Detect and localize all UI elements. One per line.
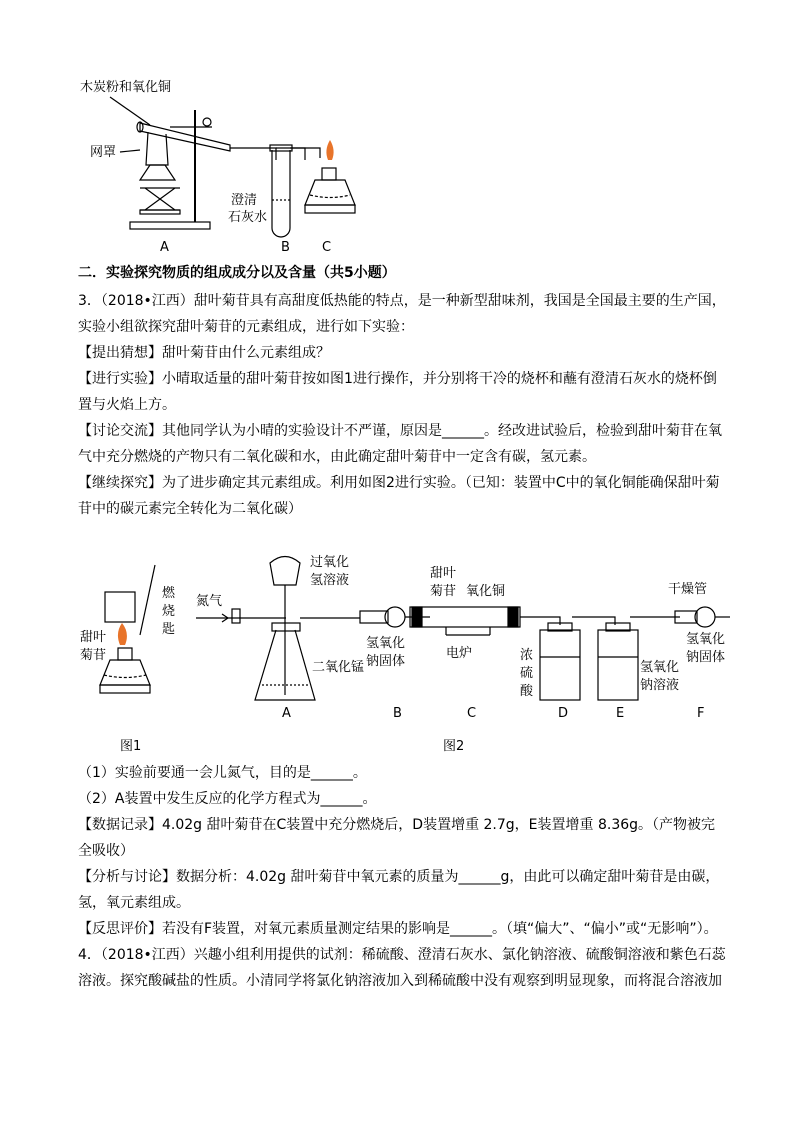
label-naoh-f-2: 钠固体: [686, 650, 726, 665]
question-3-discussion: 【讨论交流】其他同学认为小晴的实验设计不严谨，原因是______。经改进试验后，检验到甜叶菊苷在氧气中充分燃烧的产物只有二氧化碳和水，由此确定甜叶菊苷中一定含有碳，氢元素。: [78, 423, 722, 465]
label-peroxide-2: 氢溶液: [310, 573, 350, 588]
label-apparatus-b: B: [281, 240, 290, 255]
label-apparatus-c: C: [322, 240, 332, 255]
label-acid-3: 酸: [520, 684, 534, 699]
question-3-part-2: （2）A装置中发生反应的化学方程式为______。: [78, 791, 377, 807]
label-acid-2: 硫: [520, 666, 534, 681]
label-mno2: 二氧化锰: [312, 660, 365, 675]
label-fig2-e: E: [616, 706, 625, 721]
label-stevioside-1: 甜叶: [80, 630, 107, 645]
label-gauze: 网罩: [90, 145, 117, 160]
label-naoh-f-1: 氢氧化: [686, 632, 726, 647]
label-limewater-2: 石灰水: [228, 210, 268, 225]
label-furnace: 电炉: [446, 646, 473, 661]
label-naoh-b-2: 钠固体: [366, 654, 406, 669]
question-3-body: [78, 288, 728, 522]
question-3-part-1: （1）实验前要通一会儿氮气，目的是______。: [78, 765, 367, 781]
question-3-intro: 3．（2018•江西）甜叶菊苷具有高甜度低热能的特点，是一种新型甜味剂，我国是全国最主要的生产国，实验小组欲探究甜叶菊苷的元素组成，进行如下实验：: [78, 293, 726, 335]
label-apparatus-a: A: [160, 240, 169, 255]
figure-top-apparatus: [0, 0, 794, 260]
label-nitrogen: 氮气: [196, 594, 223, 609]
label-c-stevioside-2: 菊苷: [430, 584, 457, 599]
label-naoh-e-1: 氢氧化: [640, 660, 680, 675]
section-title: 二．实验探究物质的组成成分以及含量（共5小题）: [78, 265, 396, 281]
question-3-guess: 【提出猜想】甜叶菊苷由什么元素组成？: [78, 345, 330, 361]
label-naoh-e-2: 钠溶液: [640, 678, 680, 693]
label-limewater-1: 澄清: [231, 193, 258, 208]
label-acid-1: 浓: [520, 648, 534, 663]
label-spoon-1: 燃: [162, 586, 176, 601]
question-3-reflection: 【反思评价】若没有F装置，对氧元素质量测定结果的影响是______。（填“偏大”、“偏小”或“无影响”）。: [78, 921, 718, 937]
label-charcoal-copper-oxide: 木炭粉和氧化铜: [80, 80, 172, 95]
label-fig2-d: D: [558, 706, 569, 721]
question-3-continue: 【继续探究】为了进步确定其元素组成。利用如图2进行实验。（已知：装置中C中的氧化铜能确保甜叶菊苷中的碳元素完全转化为二氧化碳）: [78, 475, 720, 517]
label-spoon-3: 匙: [162, 622, 176, 637]
label-fig2-a: A: [282, 706, 291, 721]
question-3-record: 【数据记录】4.02g 甜叶菊苷在C装置中充分燃烧后，D装置增重 2.7g，E装置增重 8.36g。（产物被完全吸收）: [78, 817, 716, 859]
label-spoon-2: 烧: [162, 604, 176, 619]
label-peroxide-1: 过氧化: [310, 555, 350, 570]
label-fig2-b: B: [393, 706, 402, 721]
label-stevioside-2: 菊苷: [80, 648, 107, 663]
caption-figure-2: 图2: [443, 739, 465, 754]
label-c-stevioside-1: 甜叶: [430, 566, 457, 581]
question-4-text: 4．（2018•江西）兴趣小组利用提供的试剂：稀硫酸、澄清石灰水、氯化钠溶液、硫酸铜溶液和紫色石蕊溶液。探究酸碱盐的性质。小清同学将氯化钠溶液加入到稀硫酸中没有观察到明显现象，而将混合溶液加: [78, 947, 726, 989]
question-3-parts: [78, 760, 728, 994]
label-copper-oxide: 氧化铜: [466, 584, 506, 599]
label-fig2-c: C: [467, 706, 477, 721]
question-3-analysis: 【分析与讨论】数据分析：4.02g 甜叶菊苷中氧元素的质量为______g，由此可以确定甜叶菊苷是由碳，氢，氧元素组成。: [78, 869, 720, 911]
label-naoh-b-1: 氢氧化: [366, 636, 406, 651]
question-3-experiment: 【进行实验】小晴取适量的甜叶菊苷按如图1进行操作，并分别将干冷的烧杯和蘸有澄清石灰水的烧杯倒置与火焰上方。: [78, 371, 717, 413]
label-drying-tube: 干燥管: [668, 582, 708, 597]
label-fig2-f: F: [697, 706, 705, 721]
caption-figure-1: 图1: [120, 739, 142, 754]
